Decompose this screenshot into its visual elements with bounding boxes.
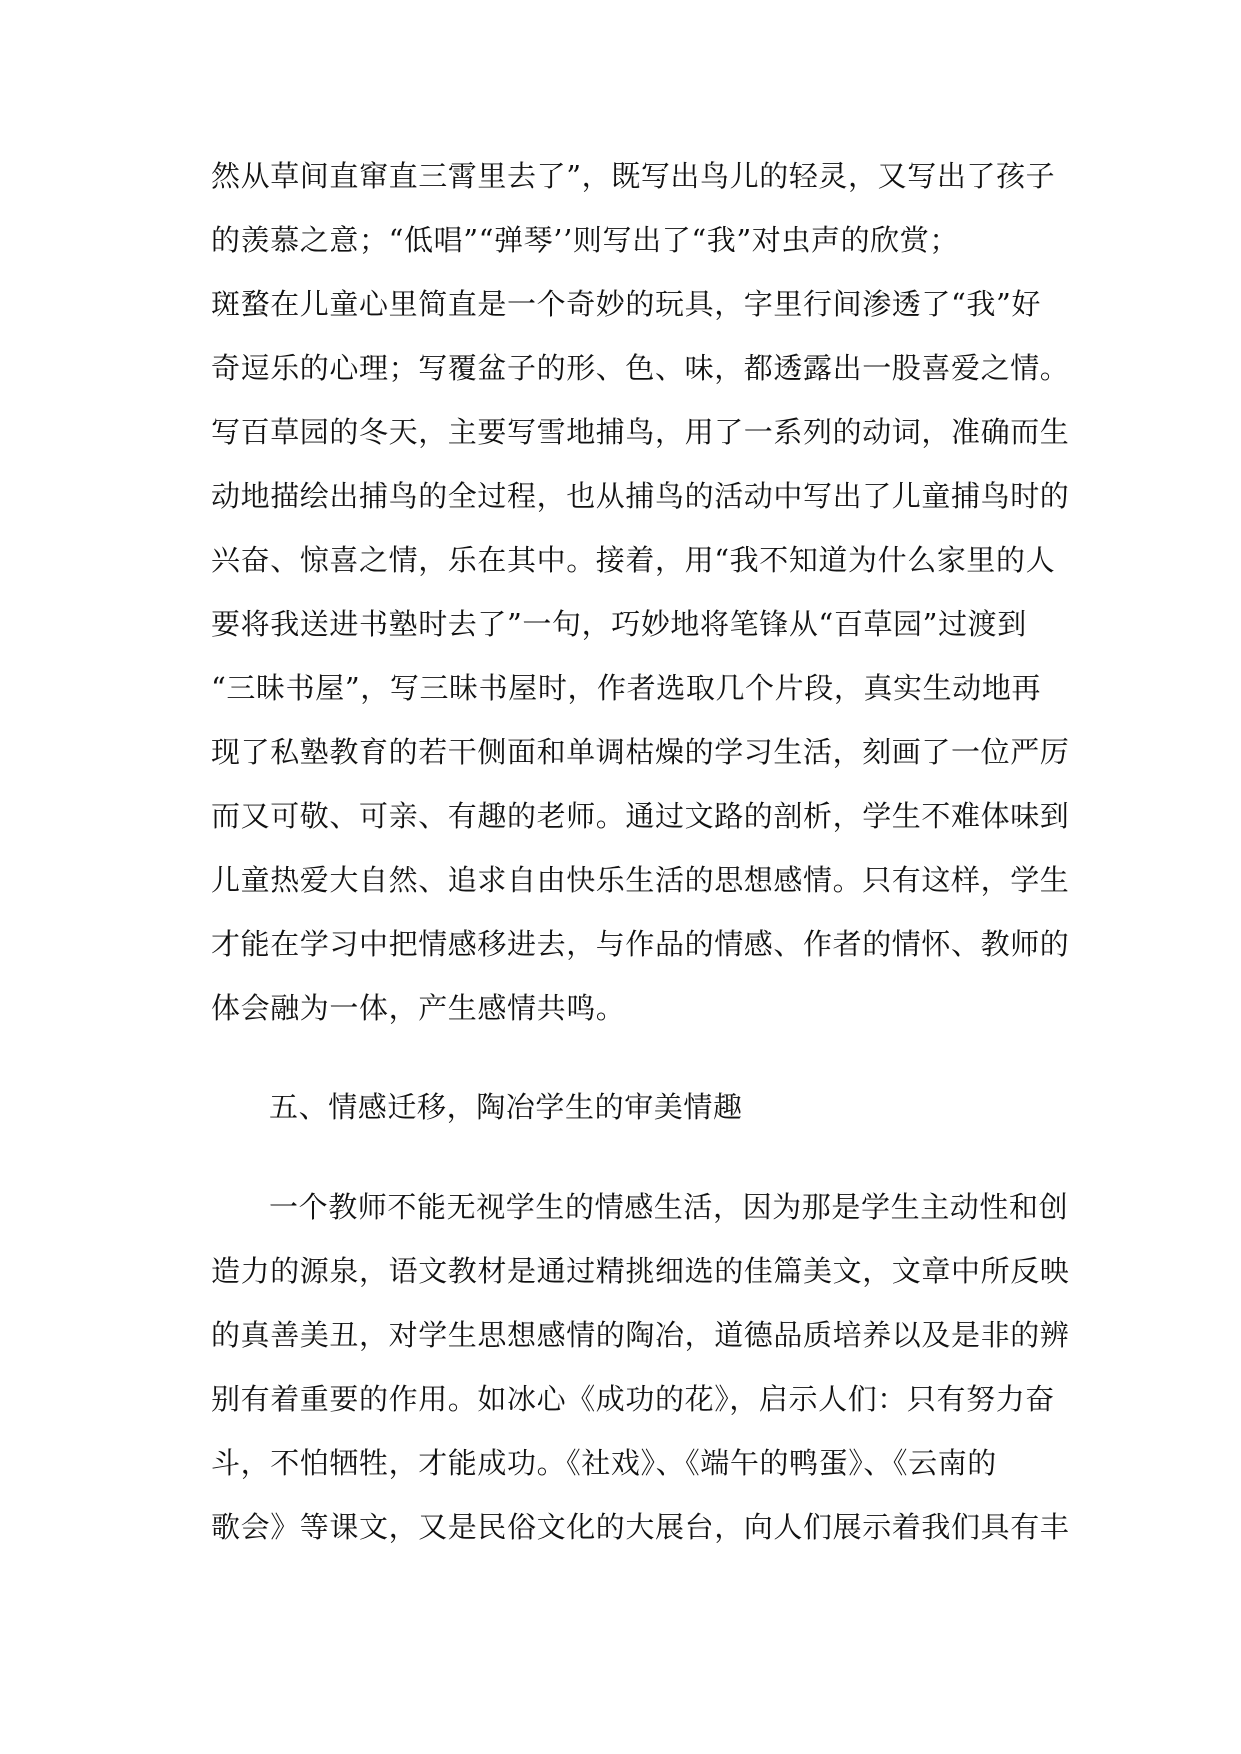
text-line: “三昧书屋”，写三昧书屋时，作者选取几个片段，真实生动地再 [211, 671, 1042, 705]
text-line: 动地描绘出捕鸟的全过程，也从捕鸟的活动中写出了儿童捕鸟时的 [211, 479, 1070, 513]
text-line: 歌会》等课文，又是民俗文化的大展台，向人们展示着我们具有丰 [211, 1510, 1070, 1544]
text-line: 儿童热爱大自然、追求自由快乐生活的思想感情。只有这样，学生 [211, 863, 1070, 897]
text-line: 别有着重要的作用。如冰心《成功的花》，启示人们：只有努力奋 [211, 1382, 1055, 1416]
text-line: 奇逗乐的心理；写覆盆子的形、色、味，都透露出一股喜爱之情。 [211, 351, 1070, 385]
heading-text: 五、情感迁移，陶冶学生的审美情趣 [269, 1090, 743, 1124]
text-line: 的真善美丑，对学生思想感情的陶冶，道德品质培养以及是非的辨 [211, 1318, 1070, 1352]
text-line: 体会融为一体，产生感情共鸣。 [211, 991, 626, 1025]
text-line: 斗，不怕牺牲，才能成功。《社戏》、《端午的鸭蛋》、《云南的 [211, 1446, 997, 1480]
text-line: 斑蝥在儿童心里简直是一个奇妙的玩具，字里行间渗透了“我”好 [211, 287, 1042, 321]
text-line: 要将我送进书塾时去了”一句，巧妙地将笔锋从“百草园”过渡到 [211, 607, 1027, 641]
text-line: 才能在学习中把情感移进去，与作品的情感、作者的情怀、教师的 [211, 927, 1070, 961]
text-line: 写百草园的冬天，主要写雪地捕鸟，用了一系列的动词，准确而生 [211, 415, 1070, 449]
text-line: 造力的源泉，语文教材是通过精挑细选的佳篇美文，文章中所反映 [211, 1254, 1070, 1288]
text-line: 一个教师不能无视学生的情感生活，因为那是学生主动性和创 [269, 1190, 1069, 1224]
text-line: 然从草间直窜直三霄里去了”，既写出鸟儿的轻灵，又写出了孩子 [211, 159, 1056, 193]
text-line: 兴奋、惊喜之情，乐在其中。接着，用“我不知道为什么家里的人 [211, 543, 1056, 577]
text-line: 而又可敬、可亲、有趣的老师。通过文路的剖析，学生不难体味到 [211, 799, 1070, 833]
text-line: 现了私塾教育的若干侧面和单调枯燥的学习生活，刻画了一位严厉 [211, 735, 1070, 769]
text-line: 的羡慕之意；“低唱”“弹琴’’则写出了“我”对虫声的欣赏； [211, 223, 959, 257]
